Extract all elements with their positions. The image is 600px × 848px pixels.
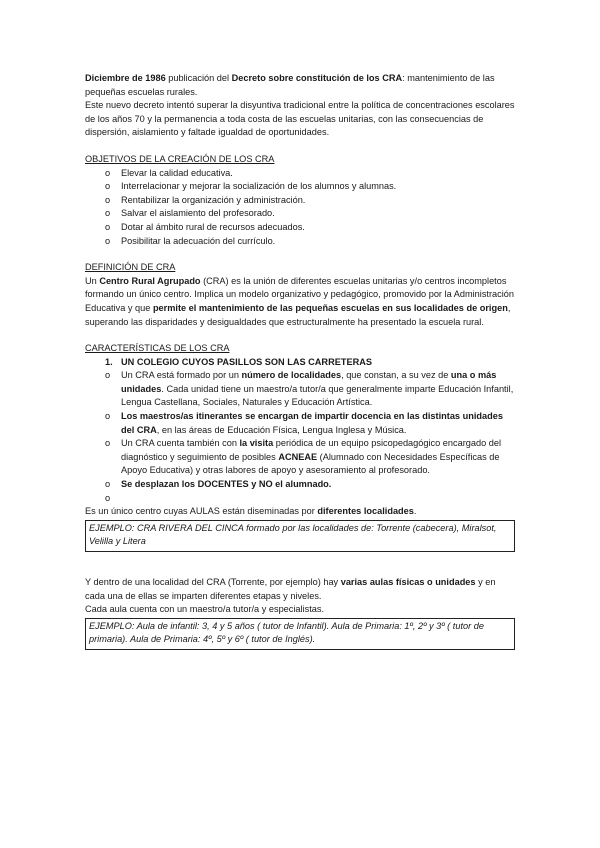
intro-paragraph-1 [85, 72, 515, 99]
list-item: o Salvar el aislamiento del profesorado. [85, 207, 515, 221]
def-text-a: Un [85, 275, 100, 286]
text: y en cada una de ellas se imparten diferentes etapas y niveles. [85, 577, 496, 601]
text: Un CRA cuenta también con [121, 438, 240, 449]
text: Es un único centro cuyas AULAS están diseminadas por [85, 506, 318, 517]
text: , en las áreas de Educación Física, Lengua Inglesa y Música. [156, 424, 407, 435]
bold-text: varias aulas físicas o unidades [340, 577, 476, 587]
bold-text: número de localidades [241, 370, 342, 381]
text: (Alumnado con Necesidades Específicas de Apoyo Educativa) y otras labores de apoyo y asesoramiento al profesorado. [121, 451, 500, 476]
list-item: o Posibilitar la adecuación del currículo. [85, 235, 515, 249]
bold-text: la visita [239, 438, 274, 449]
def-text-c: (CRA) es la unión de diferentes escuelas unitarias y/o centros incompletos formando un único centro. Implica un modelo organizativo y pedagógico, promovido por la Administración Educativa y que [85, 275, 514, 313]
numbered-title: UN COLEGIO CUYOS PASILLOS SON LAS CARRETERAS [121, 356, 372, 367]
aulas-paragraph [85, 505, 515, 519]
intro-text-b: : mantenimiento de las pequeñas escuelas rurales. [85, 73, 495, 97]
list-item: o Interrelacionar y mejorar la socialización de los alumnos y alumnas. [85, 180, 515, 194]
definicion-heading: DEFINICIÓN DE CRA [85, 262, 176, 273]
document-page [85, 72, 515, 650]
def-text-e: , superando las disparidades y desigualdades que estructuralmente ha presentado la escuela rural. [85, 302, 511, 327]
list-item: o Rentabilizar la organización y administración. [85, 194, 515, 208]
definicion-paragraph [85, 275, 515, 329]
intro-decree: Decreto sobre constitución de los CRA [231, 73, 403, 83]
localidad-paragraph-2: Cada aula cuenta con un maestro/a tutor/a y especialistas. [85, 604, 325, 615]
list-item [85, 478, 515, 492]
text: . Cada unidad tiene un maestro/a tutor/a que generalmente imparte Educación Infantil, Lengua Castellana, Sociales, Naturales y Educación Artística. [121, 383, 514, 408]
caracteristicas-heading: CARACTERÍSTICAS DE LOS CRA [85, 343, 230, 354]
text: periódica de un equipo psicopedagógico encargado del diagnóstico y seguimiento de posibles [121, 438, 502, 462]
objetivos-heading: OBJETIVOS DE LA CREACIÓN DE LOS CRA [85, 153, 275, 164]
list-item [85, 492, 515, 506]
list-item [85, 369, 515, 410]
bold-text: una o más unidades [121, 370, 497, 394]
text: . [413, 506, 417, 517]
intro-date: Diciembre de 1986 [85, 73, 166, 83]
intro-text-a: publicación del [165, 73, 232, 83]
numbered-heading [85, 356, 515, 370]
intro-paragraph-2: Este nuevo decreto intentó superar la disyuntiva tradicional entre la política de concentraciones escolares de los años 70 y la permanencia a toda costa de las escuelas unitarias, con las consecuencias de dispersión, aislamiento y faltade igualdad de oportunidades. [85, 100, 515, 138]
bold-text: diferentes localidades [317, 506, 414, 517]
bold-text: ACNEAE [278, 451, 318, 462]
objetivos-list [85, 167, 515, 249]
bold-text: Se desplazan los DOCENTES y NO el alumnado. [121, 479, 332, 490]
list-item [85, 437, 515, 478]
localidad-paragraph [85, 576, 515, 603]
list-item: o Dotar al ámbito rural de recursos adecuados. [85, 221, 515, 235]
text: Un CRA está formado por un [121, 370, 242, 381]
caracteristicas-list [85, 369, 515, 505]
def-bold-cra: Centro Rural Agrupado [99, 275, 201, 286]
list-item: o Elevar la calidad educativa. [85, 167, 515, 181]
bold-text: Los maestros/as itinerantes se encargan de impartir docencia en las distintas unidades del CRA [121, 411, 503, 435]
example-box-1: EJEMPLO: CRA RIVERA DEL CINCA formado por las localidades de: Torrente (cabecera), Miralsot, Velilla y Litera [85, 520, 515, 552]
list-item [85, 410, 515, 437]
text: , que constan, a su vez de [341, 370, 451, 381]
text: Y dentro de una localidad del CRA (Torrente, por ejemplo) hay [85, 577, 341, 587]
def-bold-mantenimiento: permite el mantenimiento de las pequeñas escuelas en sus localidades de origen [152, 302, 508, 313]
example-box-2: EJEMPLO: Aula de infantil: 3, 4 y 5 años ( tutor de Infantil). Aula de Primaria: 1º, 2º y 3º ( tutor de primaria). Aula de Primaria: 4º, 5º y 6º ( tutor de Inglés). [85, 618, 515, 650]
number-label: 1. [105, 356, 113, 367]
